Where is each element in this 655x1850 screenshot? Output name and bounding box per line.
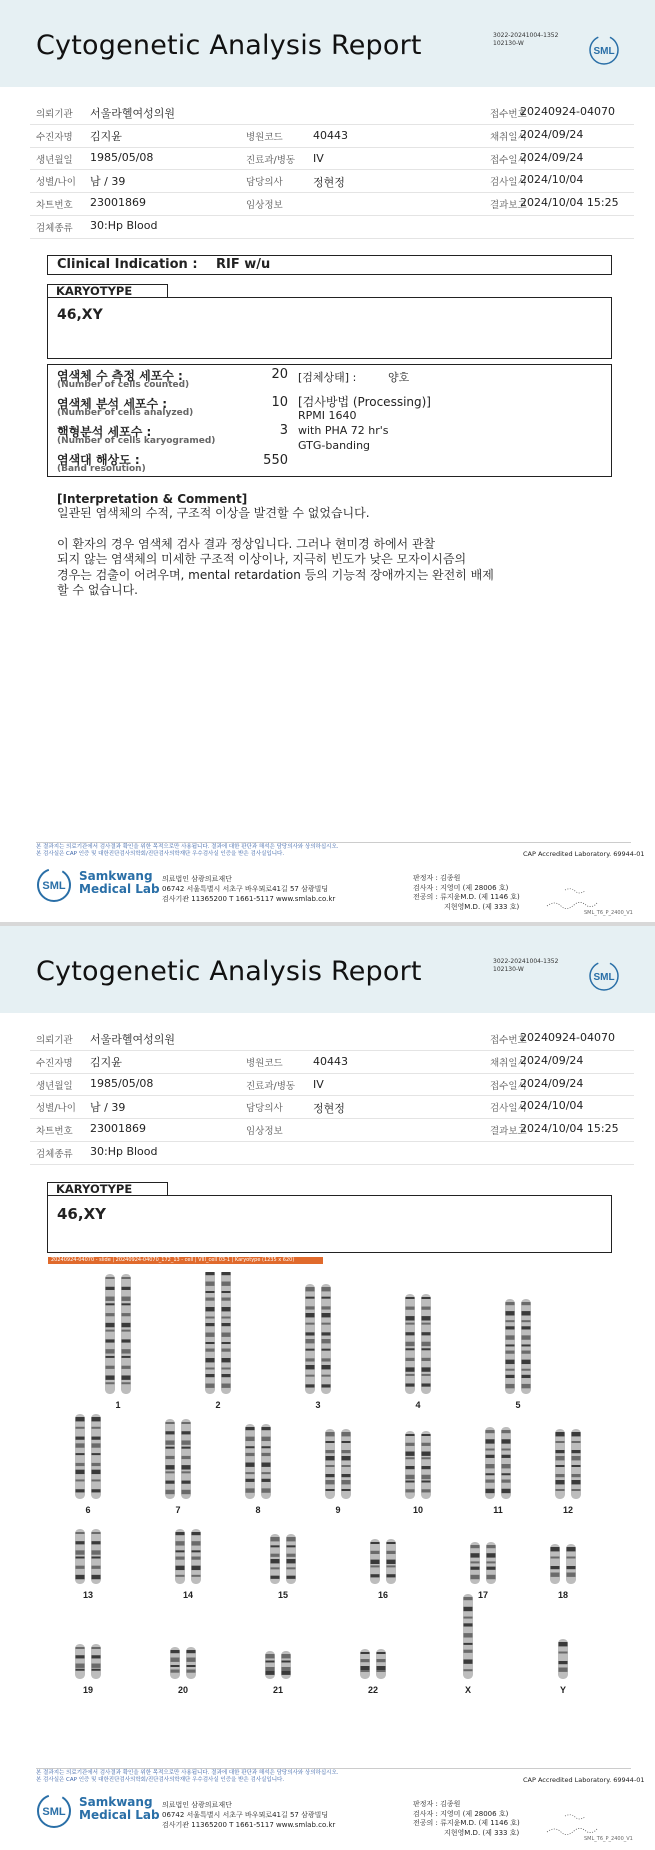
chromosome-label-21: 21 bbox=[272, 1685, 284, 1695]
report-footer bbox=[0, 842, 655, 922]
chromosome-label-7: 7 bbox=[175, 1505, 181, 1515]
chromosome-X bbox=[463, 1594, 473, 1679]
hospital-code: 40443 bbox=[313, 128, 348, 142]
receive-date: 2024/09/24 bbox=[520, 1076, 584, 1090]
patient-info-table bbox=[30, 102, 634, 239]
chromosome-5-a bbox=[505, 1299, 515, 1394]
chromosome-14-b bbox=[191, 1529, 201, 1584]
chromosome-label-X: X bbox=[464, 1685, 472, 1695]
chromosome-2-b bbox=[221, 1272, 231, 1394]
samkwang-logo-icon bbox=[36, 867, 72, 903]
info-row: 생년월일 1985/05/08 진료과/병동 IV 접수일시 2024/09/24 bbox=[30, 148, 634, 171]
report-footer bbox=[0, 1768, 655, 1848]
chromosome-7-b bbox=[181, 1419, 191, 1499]
chromosome-15-a bbox=[270, 1534, 280, 1584]
cap-accreditation: CAP Accredited Laboratory. 69944-01 bbox=[523, 850, 645, 858]
karyotype-tab: KARYOTYPE bbox=[47, 1182, 168, 1195]
cells-counted: 20 bbox=[271, 367, 288, 382]
chromosome-13-b bbox=[91, 1529, 101, 1584]
chromosome-1-a bbox=[105, 1274, 115, 1394]
hospital-name: 서울라헬여성의원 bbox=[90, 107, 176, 120]
info-row: 차트번호 23001869 임상정보 결과보고 2024/10/04 15:25 bbox=[30, 193, 634, 216]
signatories: 판정자 : 김종원 검사자 : 지영미 (제 28006 호) 전공의 : 류지윤M.D. (제 1146 호) 지현영M.D. (제 333 호) bbox=[413, 1800, 520, 1837]
samkwang-logo-icon bbox=[36, 1793, 72, 1829]
interpretation-section: [Interpretation & Comment] 일관된 염색체의 수적, 구조적 이상을 발견할 수 없었습니다. 이 환자의 경우 염색체 검사 결과 정상입니다. 그러나 현미경 하에서 관찰 되지 않는 염색체의 미세한 구조적 이상이나, 지극히 빈도가 낮은 모자이시즘의 경우는 검출이 어려우며, mental retardation 등의 기능적 장애까지는 완전히 배제 할 수 없습니다. bbox=[57, 492, 577, 599]
chromosome-14-a bbox=[175, 1529, 185, 1584]
chromosome-4-b bbox=[421, 1294, 431, 1394]
chromosome-19-b bbox=[91, 1644, 101, 1679]
chromosome-6-a bbox=[75, 1414, 85, 1499]
doctor-name: 정현정 bbox=[313, 1102, 345, 1116]
chromosome-label-20: 20 bbox=[177, 1685, 189, 1695]
chromosome-1-b bbox=[121, 1274, 131, 1394]
test-date: 2024/10/04 bbox=[520, 173, 584, 187]
chromosome-11-b bbox=[501, 1427, 511, 1499]
cells-analyzed: 10 bbox=[271, 395, 288, 410]
lab-name: Samkwang Medical Lab bbox=[79, 869, 160, 896]
department: IV bbox=[313, 151, 324, 165]
svg-text:SML: SML bbox=[42, 1806, 66, 1818]
accession-number: 20240924-04070 bbox=[520, 105, 615, 118]
chromosome-label-6: 6 bbox=[85, 1505, 91, 1515]
collection-date: 2024/09/24 bbox=[520, 127, 584, 141]
signatories: 판정자 : 김종원 검사자 : 지영미 (제 28006 호) 전공의 : 류지윤M.D. (제 1146 호) 지현영M.D. (제 333 호) bbox=[413, 874, 520, 911]
chromosome-17-a bbox=[470, 1542, 480, 1584]
chromosome-label-22: 22 bbox=[367, 1685, 379, 1695]
signature-image bbox=[545, 1808, 615, 1838]
result-date: 2024/10/04 15:25 bbox=[520, 196, 619, 210]
lab-address: 의료법인 삼광의료재단 06742 서울특별시 서초구 바우뫼로41길 57 삼광빌딩 검사기관 11365200 T 1661-5117 www.smlab.co.kr bbox=[162, 875, 336, 903]
karyotype-tab: KARYOTYPE bbox=[47, 284, 168, 297]
chromosome-19-a bbox=[75, 1644, 85, 1679]
report-header bbox=[0, 0, 655, 87]
chromosome-3-b bbox=[321, 1284, 331, 1394]
signature-image bbox=[545, 882, 615, 912]
patient-info-table bbox=[30, 1028, 634, 1165]
info-row: 의뢰기관 서울라헬여성의원 접수번호 20240924-04070 bbox=[30, 1028, 634, 1051]
collection-date: 2024/09/24 bbox=[520, 1053, 584, 1067]
chromosome-8-b bbox=[261, 1424, 271, 1499]
chromosome-18-a bbox=[550, 1544, 560, 1584]
chromosome-label-13: 13 bbox=[82, 1590, 94, 1600]
chromosome-2-a bbox=[205, 1272, 215, 1394]
accession-number: 20240924-04070 bbox=[520, 1031, 615, 1044]
chromosome-label-5: 5 bbox=[515, 1400, 521, 1410]
svg-text:SML: SML bbox=[593, 46, 615, 57]
chromosome-label-12: 12 bbox=[562, 1505, 574, 1515]
doctor-name: 정현정 bbox=[313, 176, 345, 190]
cap-accreditation: CAP Accredited Laboratory. 69944-01 bbox=[523, 1776, 645, 1784]
specimen-status: 양호 bbox=[388, 371, 410, 384]
cells-karyogramed: 3 bbox=[279, 423, 288, 438]
info-row: 차트번호 23001869 임상정보 결과보고 2024/10/04 15:25 bbox=[30, 1119, 634, 1142]
report-page-1 bbox=[0, 0, 655, 922]
info-row: 검체종류 30:Hp Blood bbox=[30, 216, 634, 239]
receive-date: 2024/09/24 bbox=[520, 150, 584, 164]
chromosome-label-19: 19 bbox=[82, 1685, 94, 1695]
report-title: Cytogenetic Analysis Report bbox=[36, 956, 422, 987]
info-row: 생년월일 1985/05/08 진료과/병동 IV 접수일시 2024/09/24 bbox=[30, 1074, 634, 1097]
disclaimer: 본 결과지는 의료기관에서 검사결과 확인을 위한 목적으로만 사용됩니다. 결과에 대한 판단과 해석은 담당의사와 상의하십시오. 본 검사실은 CAP 인증 및 대한진단검사의학회/진단검사의학재단 우수검사실 인증을 받은 검사실입니다. bbox=[36, 844, 339, 857]
chromosome-9-b bbox=[341, 1429, 351, 1499]
chromosome-15-b bbox=[286, 1534, 296, 1584]
report-header bbox=[0, 926, 655, 1013]
specimen-type: 30:Hp Blood bbox=[90, 218, 158, 232]
info-row: 수진자명 김지윤 병원코드 40443 채취일시 2024/09/24 bbox=[30, 1051, 634, 1074]
chromosome-label-17: 17 bbox=[477, 1590, 489, 1600]
karyotype-value: 46,XY bbox=[57, 307, 103, 323]
chromosome-22-b bbox=[376, 1649, 386, 1679]
info-row: 성별/나이 남 / 39 담당의사 정현정 검사일시 2024/10/04 bbox=[30, 1096, 634, 1119]
chromosome-10-b bbox=[421, 1431, 431, 1499]
chromosome-label-18: 18 bbox=[557, 1590, 569, 1600]
chromosome-18-b bbox=[566, 1544, 576, 1584]
chromosome-12-b bbox=[571, 1429, 581, 1499]
chromosome-8-a bbox=[245, 1424, 255, 1499]
chromosome-label-Y: Y bbox=[559, 1685, 567, 1695]
chromosome-21-b bbox=[281, 1651, 291, 1679]
karyogram-image bbox=[48, 1272, 608, 1712]
karyogram-caption: 20240924-04070 - slide | 20240924-04070_172_13 - cell | VIII_cell 03-1 | Karyotype (1235 x 620) bbox=[48, 1257, 323, 1264]
chromosome-label-8: 8 bbox=[255, 1505, 261, 1515]
clinical-indication-value: RIF w/u bbox=[216, 257, 271, 272]
chromosome-Y bbox=[558, 1639, 568, 1679]
department: IV bbox=[313, 1077, 324, 1091]
chromosome-label-14: 14 bbox=[182, 1590, 194, 1600]
chromosome-9-a bbox=[325, 1429, 335, 1499]
chromosome-12-a bbox=[555, 1429, 565, 1499]
chromosome-label-2: 2 bbox=[215, 1400, 221, 1410]
chromosome-6-b bbox=[91, 1414, 101, 1499]
clinical-indication-box: Clinical Indication : RIF w/u bbox=[47, 255, 612, 275]
chart-number: 23001869 bbox=[90, 1122, 146, 1136]
sml-logo-icon bbox=[588, 960, 620, 992]
result-date: 2024/10/04 15:25 bbox=[520, 1122, 619, 1136]
test-date: 2024/10/04 bbox=[520, 1099, 584, 1113]
document-code: 3022-20241004-1352 102130-W bbox=[493, 958, 559, 973]
cell-count-box: 염색체 수 측정 세포수 : (Number of cells counted) 20 염색체 분석 세포수 : (Number of cells analyzed) 10 핵형분석 세포수 : (Number of cells karyogramed) 3 염색대 해상도 : (Band resolution) 550 [검체상태] : 양호 [검사방법 (Processing)] RPMI 1640 with PHA 72 hr's GTG-banding bbox=[47, 364, 612, 477]
info-row: 의뢰기관 서울라헬여성의원 접수번호 20240924-04070 bbox=[30, 102, 634, 125]
chromosome-10-a bbox=[405, 1431, 415, 1499]
chromosome-7-a bbox=[165, 1419, 175, 1499]
chart-number: 23001869 bbox=[90, 196, 146, 210]
chromosome-5-b bbox=[521, 1299, 531, 1394]
report-title: Cytogenetic Analysis Report bbox=[36, 30, 422, 61]
info-row: 검체종류 30:Hp Blood bbox=[30, 1142, 634, 1165]
chromosome-11-a bbox=[485, 1427, 495, 1499]
chromosome-label-10: 10 bbox=[412, 1505, 424, 1515]
chromosome-13-a bbox=[75, 1529, 85, 1584]
chromosome-22-a bbox=[360, 1649, 370, 1679]
form-version: SML_T6_P_2400_V1 bbox=[584, 1836, 633, 1842]
birth-date: 1985/05/08 bbox=[90, 1076, 154, 1090]
birth-date: 1985/05/08 bbox=[90, 150, 154, 164]
patient-name: 김지윤 bbox=[90, 129, 122, 143]
chromosome-17-b bbox=[486, 1542, 496, 1584]
karyotype-value: 46,XY bbox=[57, 1205, 106, 1223]
specimen-type: 30:Hp Blood bbox=[90, 1144, 158, 1158]
lab-address: 의료법인 삼광의료재단 06742 서울특별시 서초구 바우뫼로41길 57 삼광빌딩 검사기관 11365200 T 1661-5117 www.smlab.co.kr bbox=[162, 1801, 336, 1829]
hospital-code: 40443 bbox=[313, 1054, 348, 1068]
karyotype-box bbox=[47, 1195, 612, 1253]
interpretation-heading: [Interpretation & Comment] bbox=[57, 492, 248, 506]
chromosome-label-16: 16 bbox=[377, 1590, 389, 1600]
chromosome-label-11: 11 bbox=[493, 1505, 503, 1515]
chromosome-20-b bbox=[186, 1647, 196, 1679]
info-row: 성별/나이 남 / 39 담당의사 정현정 검사일시 2024/10/04 bbox=[30, 170, 634, 193]
chromosome-16-a bbox=[370, 1539, 380, 1584]
sml-logo-icon bbox=[588, 34, 620, 66]
sex-age: 남 / 39 bbox=[90, 175, 126, 189]
chromosome-20-a bbox=[170, 1647, 180, 1679]
chromosome-21-a bbox=[265, 1651, 275, 1679]
chromosome-4-a bbox=[405, 1294, 415, 1394]
info-row: 수진자명 김지윤 병원코드 40443 채취일시 2024/09/24 bbox=[30, 125, 634, 148]
band-resolution: 550 bbox=[263, 453, 288, 468]
hospital-name: 서울라헬여성의원 bbox=[90, 1033, 176, 1046]
svg-text:SML: SML bbox=[593, 972, 615, 983]
form-version: SML_T6_P_2400_V1 bbox=[584, 910, 633, 916]
chromosome-label-3: 3 bbox=[315, 1400, 321, 1410]
lab-name: Samkwang Medical Lab bbox=[79, 1795, 160, 1822]
chromosome-label-4: 4 bbox=[415, 1400, 421, 1410]
karyotype-box bbox=[47, 297, 612, 359]
chromosome-3-a bbox=[305, 1284, 315, 1394]
chromosome-label-9: 9 bbox=[335, 1505, 341, 1515]
svg-text:SML: SML bbox=[42, 880, 66, 892]
document-code: 3022-20241004-1352 102130-W bbox=[493, 32, 559, 47]
sex-age: 남 / 39 bbox=[90, 1101, 126, 1115]
chromosome-label-1: 1 bbox=[115, 1400, 121, 1410]
disclaimer: 본 결과지는 의료기관에서 검사결과 확인을 위한 목적으로만 사용됩니다. 결과에 대한 판단과 해석은 담당의사와 상의하십시오. 본 검사실은 CAP 인증 및 대한진단검사의학회/진단검사의학재단 우수검사실 인증을 받은 검사실입니다. bbox=[36, 1770, 339, 1783]
chromosome-label-15: 15 bbox=[277, 1590, 289, 1600]
patient-name: 김지윤 bbox=[90, 1055, 122, 1069]
chromosome-16-b bbox=[386, 1539, 396, 1584]
